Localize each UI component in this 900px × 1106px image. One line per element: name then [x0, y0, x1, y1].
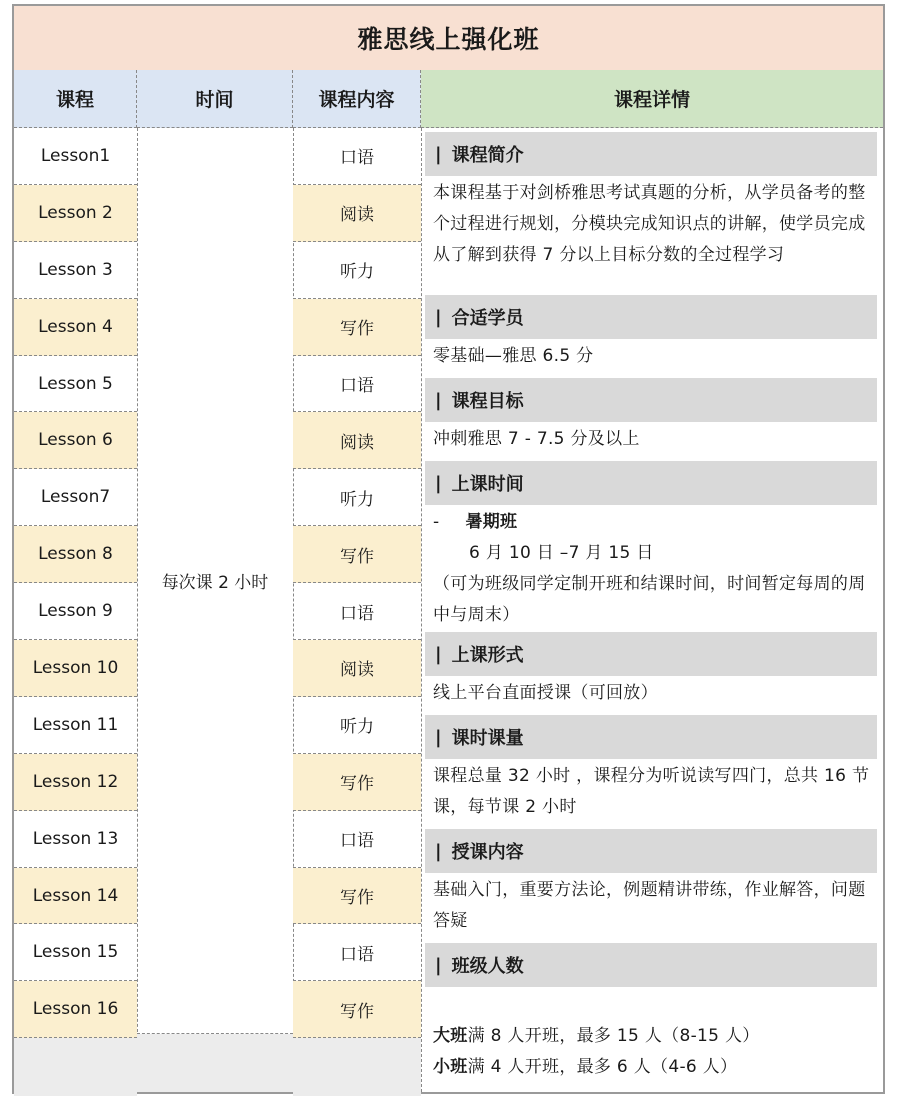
lesson-content-cell: 口语 [293, 128, 421, 185]
lesson-content-cell: 听力 [293, 697, 421, 754]
section-bar: | [435, 143, 442, 165]
format-text: 线上平台直面授课（可回放） [433, 683, 658, 703]
lesson-content-cell: 听力 [293, 469, 421, 526]
lesson-content-cell: 写作 [293, 754, 421, 811]
section-bar: | [435, 726, 442, 748]
header-time: 时间 [137, 70, 293, 128]
section-title: 授课内容 [451, 842, 524, 863]
lesson-name-cell: Lesson 3 [14, 242, 137, 299]
small-class-label: 小班 [433, 1057, 468, 1077]
lesson-content-cell: 写作 [293, 868, 421, 925]
lesson-name-cell: Lesson 13 [14, 811, 137, 868]
lesson-content-cell: 阅读 [293, 185, 421, 242]
blank-cell [137, 1034, 293, 1092]
time-column [137, 128, 294, 1092]
blank-cell [14, 1038, 137, 1096]
section-bar: | [435, 643, 442, 665]
header-course: 课程 [14, 70, 137, 128]
big-class-label: 大班 [433, 1026, 468, 1046]
detail-column [425, 132, 877, 1087]
section-bar: | [435, 840, 442, 862]
header-content: 课程内容 [293, 70, 421, 128]
section-title: 班级人数 [451, 956, 524, 977]
blank-cell [293, 1038, 421, 1096]
lesson-name-cell: Lesson7 [14, 469, 137, 526]
lesson-content-cell: 阅读 [293, 640, 421, 697]
class-size-block [425, 987, 877, 1087]
lesson-content-cell: 阅读 [293, 412, 421, 469]
lesson-name-cell: Lesson 14 [14, 868, 137, 925]
schedule-term: 暑期班 [465, 512, 518, 532]
section-title: 上课形式 [451, 645, 524, 666]
page-title: 雅思线上强化班 [14, 6, 883, 71]
header-detail: 课程详情 [421, 70, 883, 128]
section-title: 课程简介 [451, 145, 524, 166]
section-class-size [425, 943, 877, 987]
hours-text: 课程总量 32 小时 ，课程分为听说读写四门，总共 16 节课，每节课 2 小时 [433, 766, 870, 817]
lesson-name-cell: Lesson1 [14, 128, 137, 185]
lesson-name-cell: Lesson 4 [14, 299, 137, 356]
lesson-content-cell: 口语 [293, 356, 421, 413]
section-bar: | [435, 954, 442, 976]
lesson-name-cell: Lesson 16 [14, 981, 137, 1038]
audience-text: 零基础—雅思 6.5 分 [433, 346, 594, 366]
section-content [425, 829, 877, 873]
lesson-name-cell: Lesson 6 [14, 412, 137, 469]
section-schedule [425, 461, 877, 505]
lesson-name-cell: Lesson 5 [14, 356, 137, 413]
section-intro [425, 132, 877, 176]
lesson-content-cell: 写作 [293, 981, 421, 1038]
course-table [12, 4, 885, 1094]
lesson-content-cell: 写作 [293, 526, 421, 583]
big-class-text: 满 8 人开班，最多 15 人（8-15 人） [467, 1026, 760, 1046]
lesson-name-cell: Lesson 11 [14, 697, 137, 754]
time-cell: 每次课 2 小时 [137, 128, 293, 1034]
schedule-dates: 6 月 10 日 –7 月 15 日 [469, 543, 654, 563]
section-title: 上课时间 [451, 474, 524, 495]
section-bar: | [435, 472, 442, 494]
goal-text: 冲刺雅思 7 - 7.5 分及以上 [433, 429, 640, 449]
lesson-content-cell: 口语 [293, 811, 421, 868]
lesson-content-cell: 口语 [293, 583, 421, 640]
section-title: 课时课量 [451, 728, 524, 749]
intro-text: 本课程基于对剑桥雅思考试真题的分析，从学员备考的整个过程进行规划，分模块完成知识点的讲解，使学员完成从了解到获得 7 分以上目标分数的全过程学习 [433, 183, 866, 265]
section-audience [425, 295, 877, 339]
lesson-name-cell: Lesson 10 [14, 640, 137, 697]
section-format [425, 632, 877, 676]
section-title: 课程目标 [451, 391, 524, 412]
lesson-name-cell: Lesson 2 [14, 185, 137, 242]
lesson-content-cell: 口语 [293, 924, 421, 981]
section-bar: | [435, 306, 442, 328]
small-class-text: 满 4 人开班，最多 6 人（4-6 人） [467, 1057, 738, 1077]
lesson-content-cell: 听力 [293, 242, 421, 299]
section-title: 合适学员 [451, 308, 524, 329]
schedule-block [425, 505, 877, 632]
lesson-content-cell: 写作 [293, 299, 421, 356]
lesson-name-cell: Lesson 9 [14, 583, 137, 640]
schedule-note: （可为班级同学定制开班和结课时间，时间暂定每周的周中与周末） [433, 574, 866, 625]
lesson-name-cell: Lesson 8 [14, 526, 137, 583]
lesson-name-cell: Lesson 15 [14, 924, 137, 981]
schedule-dash: - [433, 512, 440, 532]
content-column [293, 128, 422, 1092]
content-text: 基础入门，重要方法论，例题精讲带练，作业解答，问题答疑 [433, 880, 866, 931]
lesson-name-cell: Lesson 12 [14, 754, 137, 811]
lesson-column [14, 128, 138, 1092]
section-hours [425, 715, 877, 759]
section-goal [425, 378, 877, 422]
section-bar: | [435, 389, 442, 411]
